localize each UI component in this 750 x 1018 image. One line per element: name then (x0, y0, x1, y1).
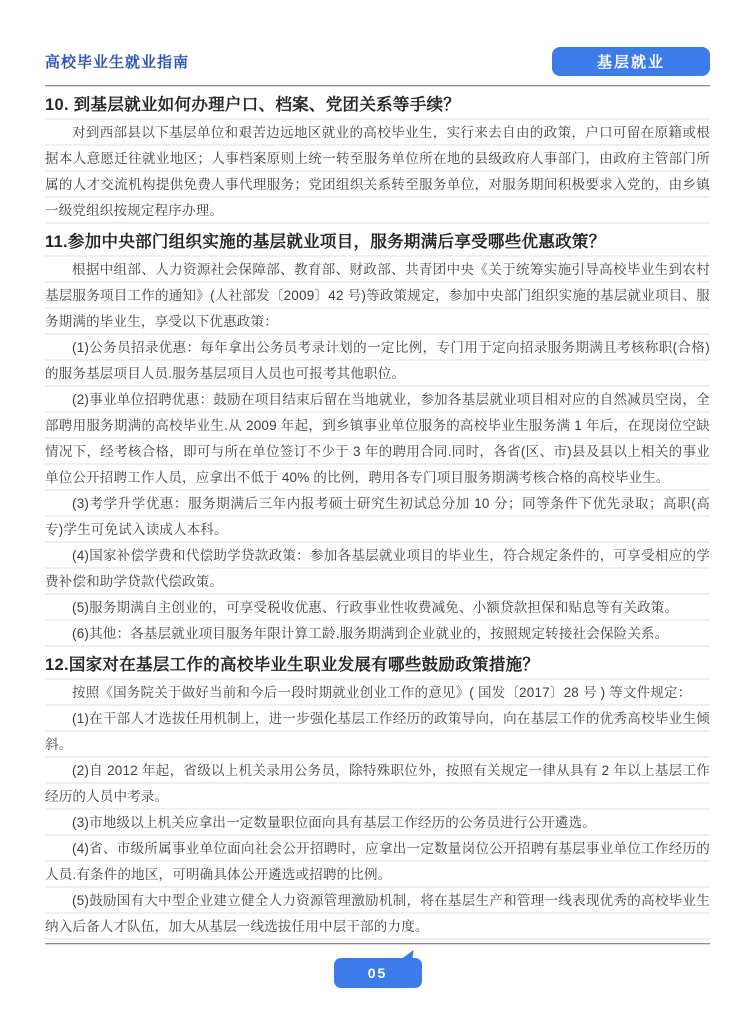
question-11-item-1: (1)公务员招录优惠：每年拿出公务员考录计划的一定比例，专门用于定向招录服务期满且考核称职(合格)的服务基层项目人员.服务基层项目人员也可报考其他职位。 (45, 335, 710, 387)
question-11-item-3: (3)考学升学优惠：服务期满后三年内报考硕士研究生初试总分加 10 分；同等条件下优先录取；高职(高专)学生可免试入读成人本科。 (45, 491, 710, 543)
question-11-item-6: (6)其他：各基层就业项目服务年限计算工龄.服务期满到企业就业的，按照规定转接社会保险关系。 (45, 621, 710, 647)
section-q10 (45, 92, 710, 224)
section-q12 (45, 652, 710, 940)
question-11-item-4: (4)国家补偿学费和代偿助学贷款政策：参加各基层就业项目的毕业生，符合规定条件的，可享受相应的学费补偿和助学贷款代偿政策。 (45, 543, 710, 595)
page-header (45, 46, 710, 76)
section-q11 (45, 229, 710, 647)
page-number-badge (334, 958, 422, 988)
question-12-item-2: (2)自 2012 年起，省级以上机关录用公务员，除特殊职位外，按照有关规定一律从具有 2 年以上基层工作经历的人员中考录。 (45, 758, 710, 810)
badge-tail-icon (401, 948, 413, 960)
question-12-intro: 按照《国务院关于做好当前和今后一段时期就业创业工作的意见》( 国发〔2017〕28 号 ) 等文件规定： (45, 680, 710, 706)
question-11-heading: 11.参加中央部门组织实施的基层就业项目，服务期满后享受哪些优惠政策？ (45, 229, 710, 257)
header-divider (45, 85, 710, 87)
question-12-item-4: (4)省、市级所属事业单位面向社会公开招聘时，应拿出一定数量岗位公开招聘有基层事业单位工作经历的人员.有条件的地区，可明确具体公开遴选或招聘的比例。 (45, 836, 710, 888)
question-11-item-5: (5)服务期满自主创业的，可享受税收优惠、行政事业性收费减免、小额贷款担保和贴息等有关政策。 (45, 595, 710, 621)
guide-title: 高校毕业生就业指南 (45, 53, 190, 71)
question-10-paragraph: 对到西部县以下基层单位和艰苦边远地区就业的高校毕业生，实行来去自由的政策，户口可留在原籍或根据本人意愿迁往就业地区；人事档案原则上统一转至服务单位所在地的县级政府人事部门，由政府主管部门所属的人才交流机构提供免费人事代理服务；党团组织关系转至服务单位，对服务期间积极要求入党的，由乡镇一级党组织按规定程序办理。 (45, 120, 710, 224)
question-12-item-5: (5)鼓励国有大中型企业建立健全人力资源管理激励机制，将在基层生产和管理一线表现优秀的高校毕业生纳入后备人才队伍，加大从基层一线选拔任用中层干部的力度。 (45, 888, 710, 940)
question-11-item-2: (2)事业单位招聘优惠：鼓励在项目结束后留在当地就业，参加各基层就业项目相对应的自然减员空岗，全部聘用服务期满的高校毕业生.从 2009 年起，到乡镇事业单位服务的高校毕业生服务满 1 年后，在现岗位空缺情况下，经考核合格，即可与所在单位签订不少于 3 年的聘用合同.同时，各省(区、市)县及县以上相关的事业单位公开招聘工作人员，应拿出不低于 40% 的比例，聘用各专门项目服务期满考核合格的高校毕业生。 (45, 387, 710, 491)
question-12-item-3: (3)市地级以上机关应拿出一定数量职位面向具有基层工作经历的公务员进行公开遴选。 (45, 810, 710, 836)
footer-divider (45, 943, 710, 945)
question-12-item-1: (1)在干部人才选拔任用机制上，进一步强化基层工作经历的政策导向，向在基层工作的优秀高校毕业生倾斜。 (45, 706, 710, 758)
question-11-intro: 根据中组部、人力资源社会保障部、教育部、财政部、共青团中央《关于统筹实施引导高校毕业生到农村基层服务项目工作的通知》(人社部发〔2009〕42 号)等政策规定，参加中央部门组织实施的基层就业项目、服务期满的毕业生，享受以下优惠政策： (45, 257, 710, 335)
page-footer (45, 943, 710, 988)
page-number: 05 (367, 965, 388, 981)
section-badge: 基层就业 (552, 47, 710, 76)
question-10-heading: 10. 到基层就业如何办理户口、档案、党团关系等手续？ (45, 92, 710, 120)
question-12-heading: 12.国家对在基层工作的高校毕业生职业发展有哪些鼓励政策措施？ (45, 652, 710, 680)
